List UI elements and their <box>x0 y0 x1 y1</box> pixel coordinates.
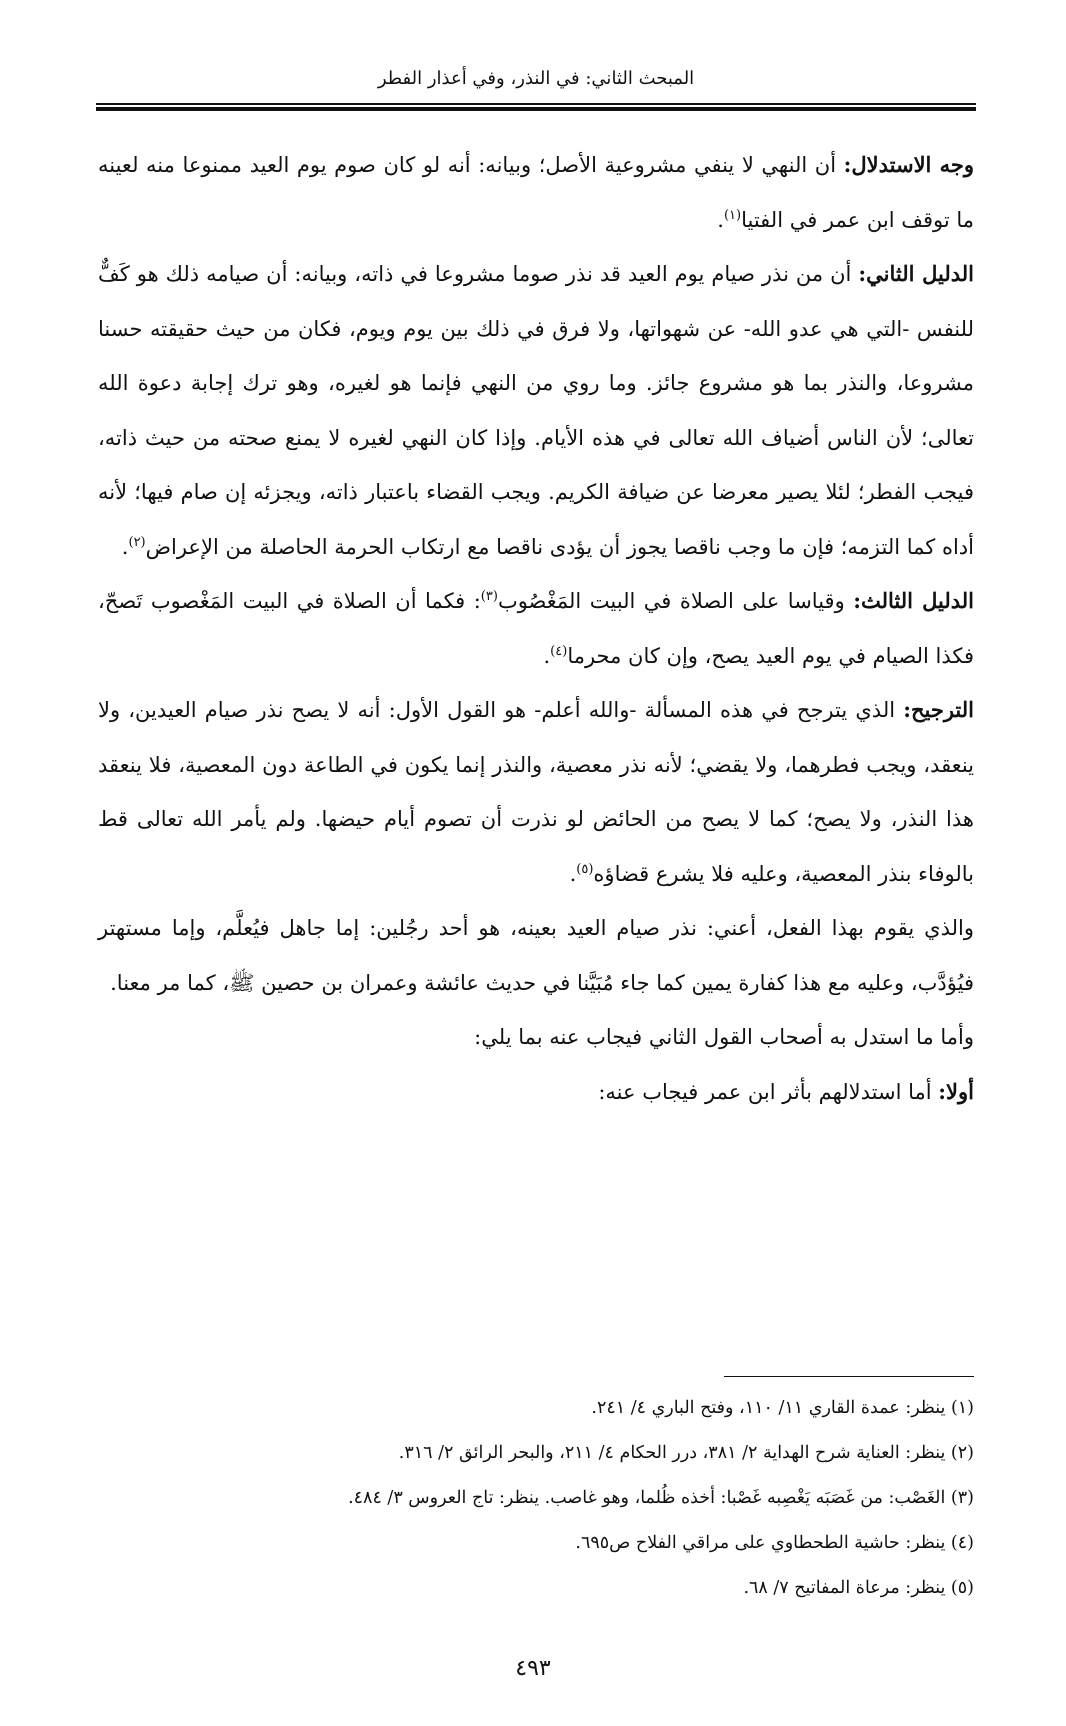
footnote-3: (٣) الغَصْب: من غَصَبَه يَغْصِبه غَصْبا: أخذه ظُلما، وهو غاصب. ينظر: تاج العروس ٣/ ٤٨٤. <box>348 1488 974 1508</box>
paragraph-2-tail: . <box>121 534 129 559</box>
running-header: المبحث الثاني: في النذر، وفي أعذار الفطر <box>377 68 695 89</box>
footnote-ref-1[interactable]: (١) <box>723 207 742 223</box>
footnote-separator <box>724 1376 974 1377</box>
paragraph-4-tail: . <box>569 861 577 886</box>
footnote-ref-4[interactable]: (٤) <box>550 643 568 659</box>
paragraph-7-lead: أولا: <box>938 1078 974 1104</box>
paragraph-1-text: أن النهي لا ينفي مشروعية الأصل؛ وبيانه: أنه لو كان صوم يوم العيد ممنوعا منه لعينه ما توقف ابن عمر في الفتيا <box>98 153 974 232</box>
footnote-1: (١) ينظر: عمدة القاري ١١/ ١١٠، وفتح الباري ٤/ ٢٤١. <box>591 1398 974 1418</box>
header-double-rule <box>96 103 976 111</box>
page-number: ٤٩٣ <box>515 1656 551 1681</box>
paragraph-6-text: وأما ما استدل به أصحاب القول الثاني فيجاب عنه بما يلي: <box>474 1025 974 1049</box>
paragraph-7 <box>98 1065 974 1120</box>
paragraph-3-tail: : فكما أن الصلاة في البيت المَغْصوب تَصحّ، فكذا الصيام في يوم العيد يصح، وإن كان محرما <box>98 589 974 668</box>
paragraph-2 <box>98 247 974 574</box>
paragraph-2-lead: الدليل الثاني: <box>858 261 974 286</box>
paragraph-5-text: والذي يقوم بهذا الفعل، أعني: نذر صيام العيد بعينه، هو أحد رجُلين: إما جاهل فيُعلَّم، وإما مستهتر فيُؤدَّب، وعليه مع هذا كفارة يمين كما جاء مُبَيَّنا في حديث عائشة وعمران بن حصين ﷺ، كما مر معنا. <box>98 916 974 995</box>
paragraph-3-tail-2: . <box>543 643 551 668</box>
footnotes <box>98 1386 974 1611</box>
footnote-5: (٥) ينظر: مرعاة المفاتيح ٧/ ٦٨. <box>743 1578 974 1598</box>
paragraph-7-text: أما استدلالهم بأثر ابن عمر فيجاب عنه: <box>598 1079 939 1104</box>
main-text <box>98 138 974 1119</box>
footnote-ref-5[interactable]: (٥) <box>576 861 594 877</box>
paragraph-5 <box>98 901 974 1010</box>
paragraph-1 <box>98 138 974 247</box>
paragraph-2-text: أن من نذر صيام يوم العيد قد نذر صوما مشروعا في ذاته، وبيانه: أن صيامه ذلك هو كَفٌّ للنفس -التي هي عدو الله- عن شهواتها، ولا فرق في ذلك بين يوم ويوم، فكان من حيث حقيقته حسنا مشروعا، والنذر بما هو مشروع جائز. وما روي من النهي فإنما هو لغيره، وهو ترك إجابة دعوة الله تعالى؛ لأن الناس أضياف الله تعالى في هذه الأيام. وإذا كان النهي لغيره لا يمنع صحته من حيث ذاته، فيجب الفطر؛ لئلا يصير معرضا عن ضيافة الكريم. ويجب القضاء باعتبار ذاته، ويجزئه إن صام فيها؛ لأنه أداه كما التزمه؛ فإن ما وجب ناقصا يجوز أن يؤدى ناقصا مع ارتكاب الحرمة الحاصلة من الإعراض <box>98 262 974 559</box>
paragraph-4-lead: الترجيح: <box>903 697 974 722</box>
paragraph-3 <box>98 574 974 683</box>
paragraph-4 <box>98 683 974 901</box>
footnote-ref-2[interactable]: (٢) <box>128 534 146 550</box>
paragraph-1-lead: وجه الاستدلال: <box>843 152 974 177</box>
footnote-ref-3[interactable]: (٣) <box>480 589 498 604</box>
paragraph-1-tail: . <box>717 207 724 232</box>
paragraph-4-text: الذي يترجح في هذه المسألة -والله أعلم- هو القول الأول: أنه لا يصح نذر صيام العيدين، ولا ينعقد، ويجب فطرهما، ولا يقضي؛ لأنه نذر معصية، والنذر إنما يكون في الطاعة دون المعصية، فلا ينعقد هذا النذر، ولا يصح؛ كما لا يصح من الحائض لو نذرت أن تصوم أيام حيضها. ولم يأمر الله تعالى قط بالوفاء بنذر المعصية، وعليه فلا يشرع قضاؤه <box>98 698 974 886</box>
footnote-4: (٤) ينظر: حاشية الطحطاوي على مراقي الفلاح ص٦٩٥. <box>575 1533 974 1553</box>
footnote-2: (٢) ينظر: العناية شرح الهداية ٢/ ٣٨١، درر الحكام ٤/ ٢١١، والبحر الرائق ٢/ ٣١٦. <box>398 1443 974 1463</box>
paragraph-3-text: وقياسا على الصلاة في البيت المَغْصُوب <box>497 589 854 613</box>
paragraph-6 <box>98 1010 974 1065</box>
paragraph-3-lead: الدليل الثالث: <box>853 588 975 613</box>
